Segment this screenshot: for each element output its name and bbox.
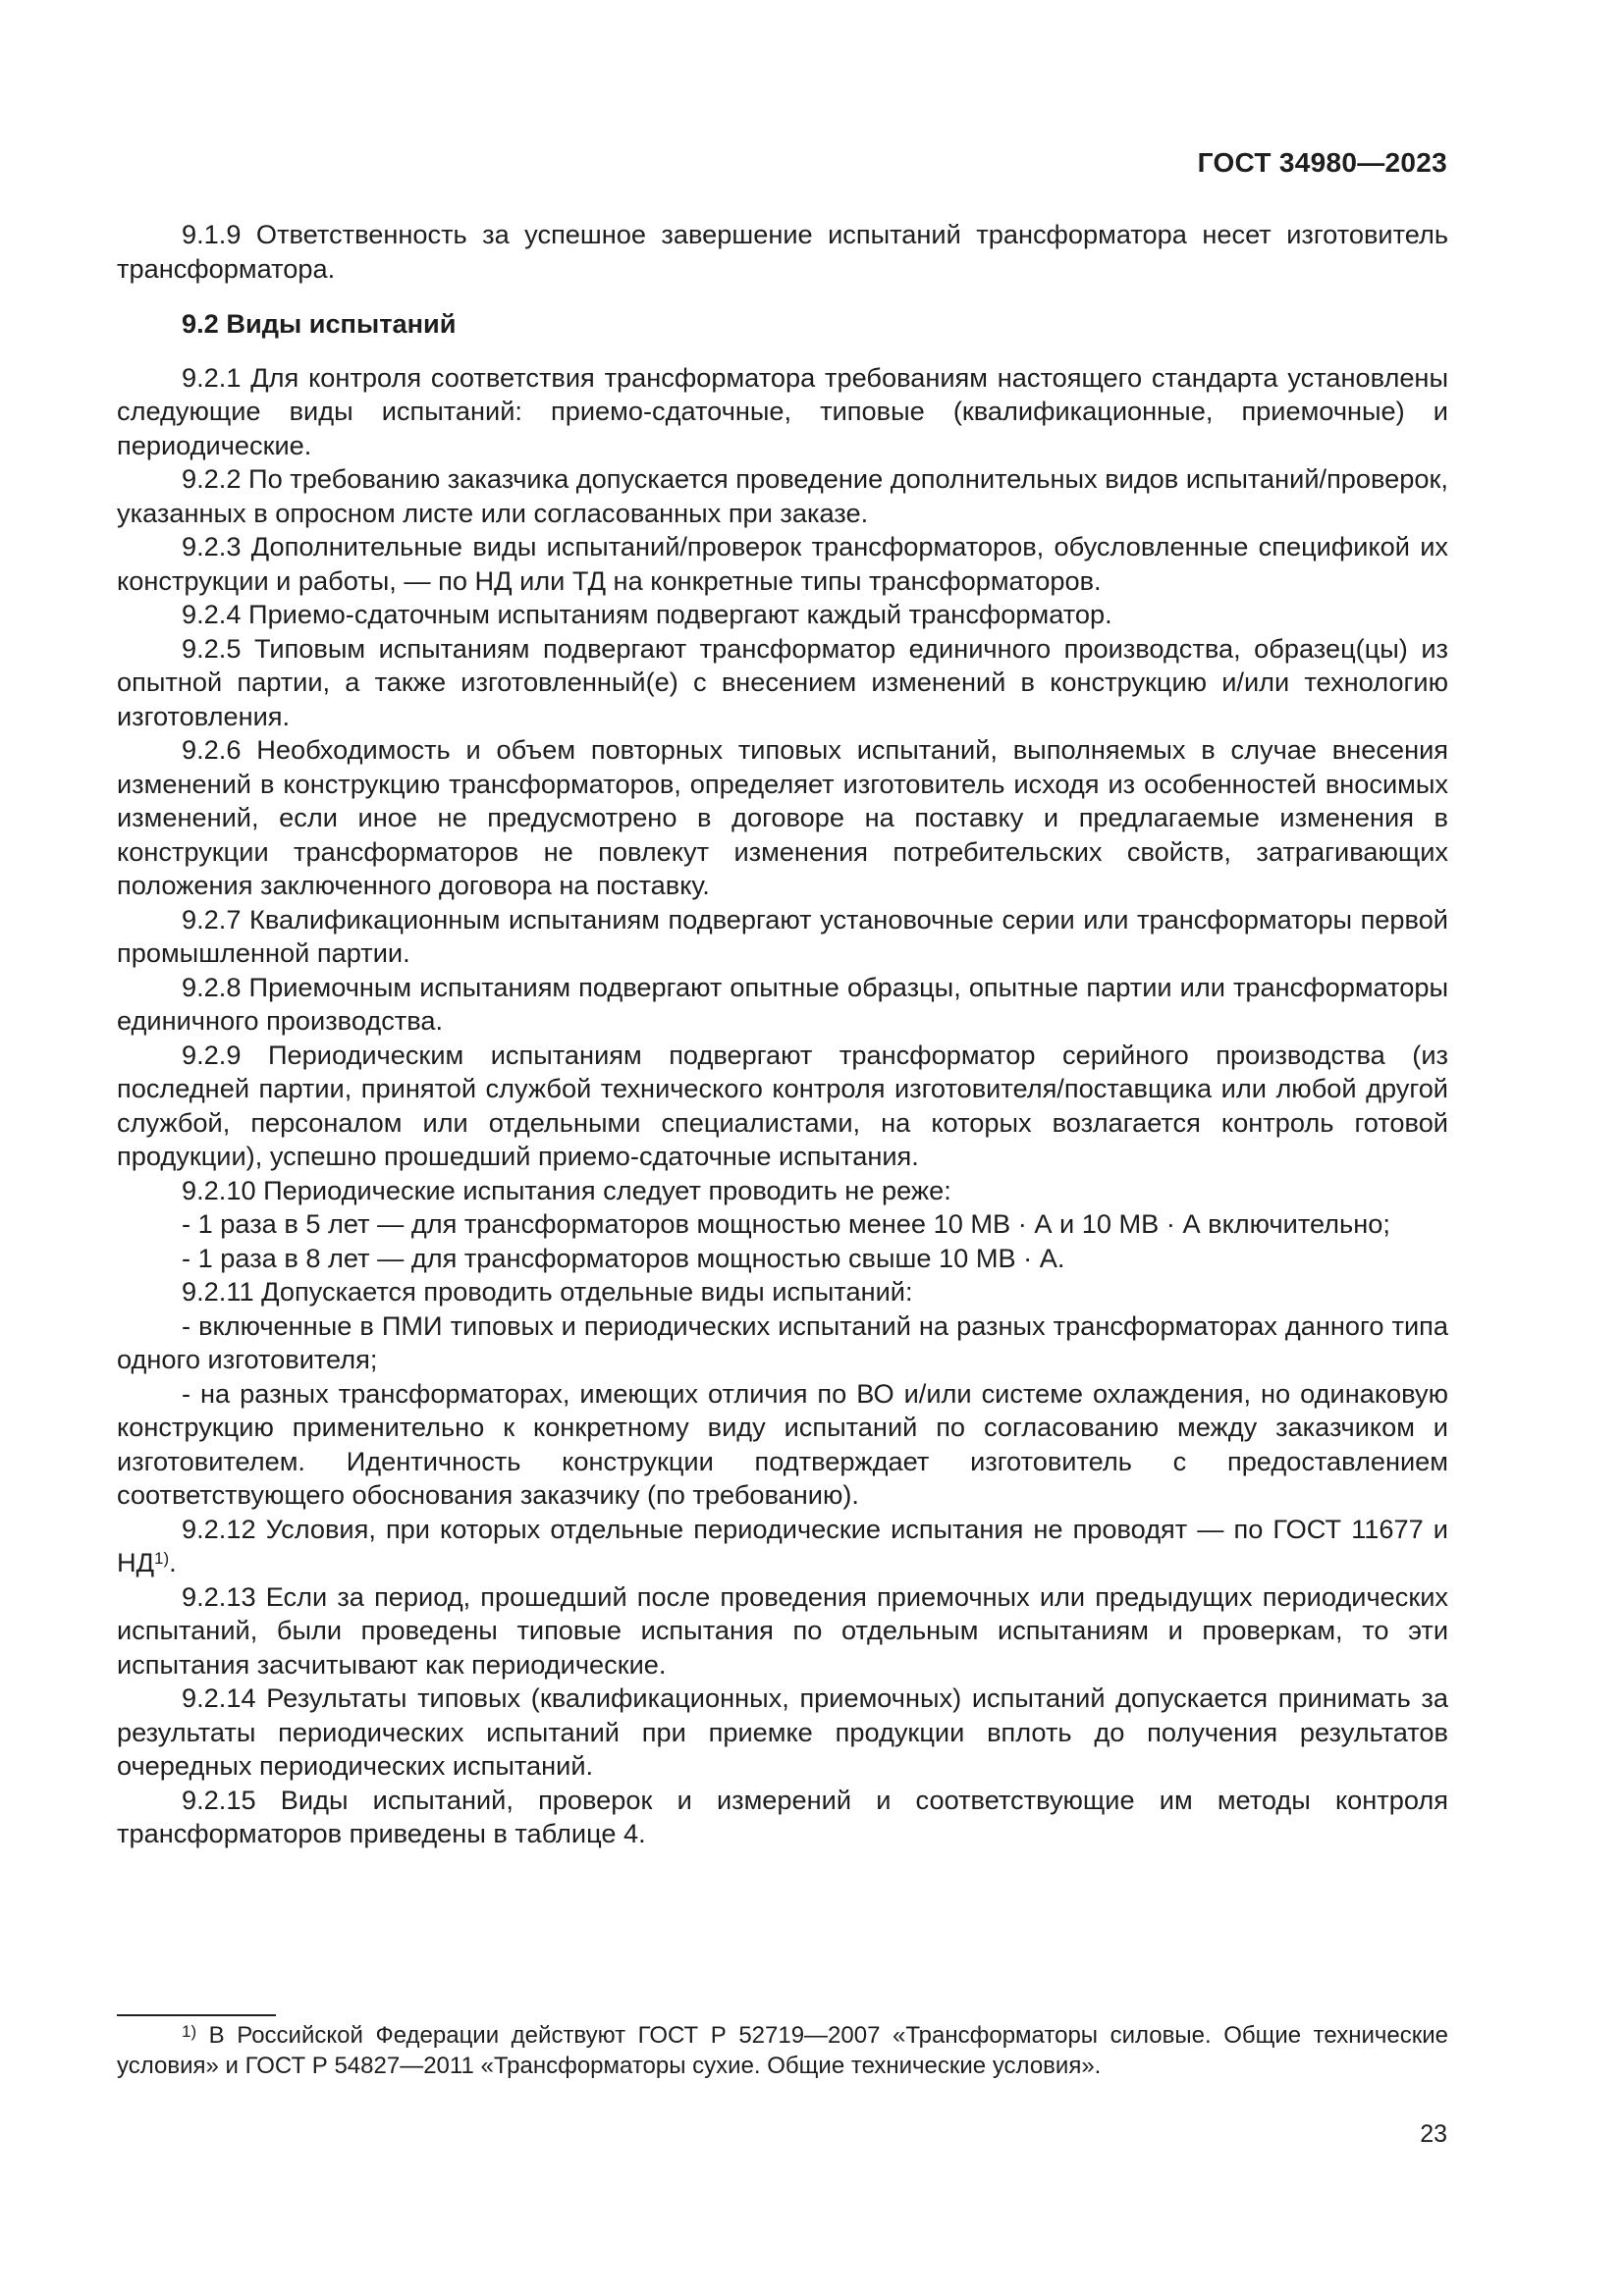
footnote-reference[interactable]: 1) <box>154 1549 170 1568</box>
standard-designation: ГОСТ 34980—2023 <box>1197 147 1447 178</box>
clause-9-2-12-end: . <box>169 1547 177 1577</box>
list-item: - включенные в ПМИ типовых и периодических испытаний на разных трансформаторах данного типа одного изготовителя; <box>117 1309 1448 1374</box>
clause-9-2-4: 9.2.4 Приемо-сдаточным испытаниям подвергают каждый трансформатор. <box>182 599 1112 629</box>
page-number: 23 <box>1420 2120 1447 2148</box>
clause-9-2-9: 9.2.9 Периодическим испытаниям подвергают трансформатор серийного производства (из последней партии, принятой службой технического контроля изготовителя/поставщика или любой другой службой, персоналом или отдельными специалистами, на которых возлагается контроль готовой продукции), успешно прошедший приемо-сдаточные испытания. <box>117 1039 1448 1171</box>
section-heading-9-2: 9.2 Виды испытаний <box>182 308 457 339</box>
clause-9-2-6: 9.2.6 Необходимость и объем повторных типовых испытаний, выполняемых в случае внесения изменений в конструкцию трансформаторов, определяет изготовитель исходя из особенностей вносимых изменений, если иное не предусмотрено в договоре на поставку и предлагаемые изменения в конструкции трансформаторов не повлекут изменения потребительских свойств, затрагивающих положения заключенного договора на поставку. <box>117 734 1448 900</box>
clause-9-2-12-text: 9.2.12 Условия, при которых отдельные периодические испытания не проводят — по ГОСТ 11677 и НД <box>117 1513 1448 1577</box>
clause-9-2-2: 9.2.2 По требованию заказчика допускается проведение дополнительных видов испытаний/проверок, указанных в опросном листе или согласованных при заказе. <box>117 463 1448 528</box>
clause-9-2-7: 9.2.7 Квалификационным испытаниям подвергают установочные серии или трансформаторы первой промышленной партии. <box>117 903 1448 968</box>
clause-9-1-9: 9.1.9 Ответственность за успешное завершение испытаний трансформатора несет изготовитель трансформатора. <box>117 219 1448 284</box>
clause-9-2-3: 9.2.3 Дополнительные виды испытаний/проверок трансформаторов, обусловленные спецификой их конструкции и работы, — по НД или ТД на конкретные типы трансформаторов. <box>117 531 1448 596</box>
footnote-text-block <box>117 2020 1448 2081</box>
list-item: - 1 раза в 8 лет — для трансформаторов мощностью свыше 10 МВ · А. <box>182 1242 1065 1273</box>
main-text <box>117 218 1448 1851</box>
footnote-marker: 1) <box>182 2022 197 2041</box>
clause-9-2-12 <box>117 1513 1448 1580</box>
clause-9-2-11: 9.2.11 Допускается проводить отдельные виды испытаний: <box>182 1276 913 1307</box>
footnote-divider <box>117 2014 276 2016</box>
clause-9-2-1: 9.2.1 Для контроля соответствия трансформатора требованиям настоящего стандарта установлены следующие виды испытаний: приемо-сдаточные, типовые (квалификационные, приемочные) и периодические. <box>117 361 1448 460</box>
clause-9-2-13: 9.2.13 Если за период, прошедший после проведения приемочных или предыдущих периодических испытаний, были проведены типовые испытания по отдельным испытаниям и проверкам, то эти испытания засчитывают как периодические. <box>117 1580 1448 1680</box>
clause-9-2-5: 9.2.5 Типовым испытаниям подвергают трансформатор единичного производства, образец(цы) из опытной партии, а также изготовленный(е) с внесением изменений в конструкцию и/или технологию изготовления. <box>117 632 1448 731</box>
list-item: - 1 раза в 5 лет — для трансформаторов мощностью менее 10 МВ · А и 10 МВ · А включительно; <box>182 1208 1390 1239</box>
list-item: - на разных трансформаторах, имеющих отличия по ВО и/или системе охлаждения, но одинаковую конструкцию применительно к конкретному виду испытаний по согласованию между заказчиком и изготовителем. Идентичность конструкции подтверждает изготовитель с предоставлением соответствующего обоснования заказчику (по требованию). <box>117 1377 1448 1510</box>
footnote <box>117 2020 1448 2081</box>
footnote-text: В Российской Федерации действуют ГОСТ Р 52719—2007 «Трансформаторы силовые. Общие технические условия» и ГОСТ Р 54827—2011 «Трансформаторы сухие. Общие технические условия». <box>117 2022 1448 2079</box>
clause-9-2-15: 9.2.15 Виды испытаний, проверок и измерений и соответствующие им методы контроля трансформаторов приведены в таблице 4. <box>117 1784 1448 1848</box>
clause-9-2-8: 9.2.8 Приемочным испытаниям подвергают опытные образцы, опытные партии или трансформаторы единичного производства. <box>117 971 1448 1036</box>
clause-9-2-14: 9.2.14 Результаты типовых (квалификационных, приемочных) испытаний допускается принимать за результаты периодических испытаний при приемке продукции вплоть до получения результатов очередных периодических испытаний. <box>117 1682 1448 1781</box>
clause-9-2-10: 9.2.10 Периодические испытания следует проводить не реже: <box>182 1174 951 1205</box>
